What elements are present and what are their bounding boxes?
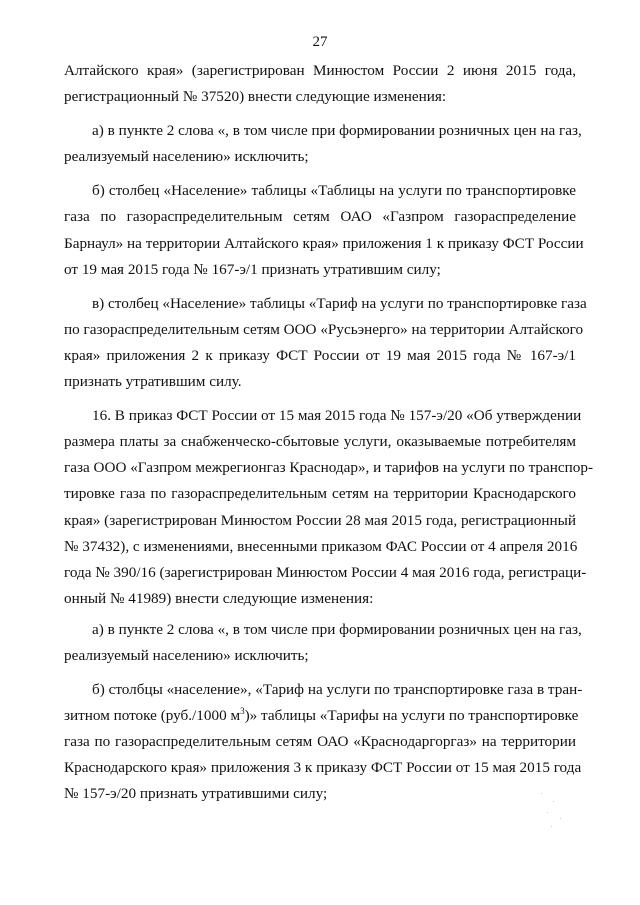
paragraph	[64, 617, 582, 669]
text-line: тировке газа по газораспределительным сетям на территории Краснодарского	[64, 485, 576, 503]
text-line: года № 390/16 (зарегистрирован Минюстом России 4 мая 2016 года, регистраци-	[64, 563, 587, 581]
text-line: Краснодарского края» приложения 3 к приказу ФСТ России от 15 мая 2015 года	[64, 759, 582, 777]
paragraph	[64, 178, 584, 282]
text-line: признать утратившим силу.	[64, 373, 242, 391]
text-line: края» приложения 2 к приказу ФСТ России от 19 мая 2015 года № 167-э/1	[64, 346, 576, 364]
document-body	[64, 58, 593, 808]
text-line: Алтайского края» (зарегистрирован Минюстом России 2 июня 2015 года,	[64, 62, 576, 79]
text-segment: зитном потоке (руб./1000 м	[64, 707, 241, 725]
text-line: размера платы за снабженческо-сбытовые услуги, оказываемые потребителям	[64, 433, 576, 451]
page-number: 27	[312, 34, 328, 50]
text-line: от 19 мая 2015 года № 167-э/1 признать утратившим силу;	[64, 260, 441, 278]
text-line: реализуемый населению» исключить;	[64, 646, 309, 664]
text-line: № 157-э/20 признать утратившими силу;	[64, 785, 328, 803]
superscript: 3	[240, 706, 245, 717]
text-line: № 37432), с изменениями, внесенными приказом ФАС России от 4 апреля 2016	[64, 537, 578, 555]
text-line: Барнаул» на территории Алтайского края» приложения 1 к приказу ФСТ России	[64, 234, 584, 252]
text-line: газа по газораспределительным сетям ОАО «Краснодаргоргаз» на территории	[64, 733, 576, 751]
text-line: а) в пункте 2 слова «, в том числе при формировании розничных цен на газ,	[92, 122, 582, 140]
scan-speck	[547, 812, 548, 813]
scan-speck	[553, 801, 554, 802]
text-line: газа по газораспределительным сетям ОАО «Газпром газораспределение	[64, 208, 576, 226]
text-segment: )» таблицы «Тарифы на услуги по транспортировке	[244, 707, 579, 725]
text-line: края» (зарегистрирован Минюстом России 28 мая 2015 года, регистрационный	[64, 511, 576, 529]
text-line: б) столбец «Население» таблицы «Таблицы на услуги по транспортировке	[92, 182, 576, 200]
scan-speck	[560, 818, 561, 819]
paragraph	[64, 677, 583, 807]
text-line: онный № 41989) внести следующие изменения:	[64, 589, 374, 607]
text-line: регистрационный № 37520) внести следующие изменения:	[64, 88, 447, 106]
text-line: а) в пункте 2 слова «, в том числе при формировании розничных цен на газ,	[92, 620, 582, 638]
scan-speck	[551, 826, 552, 827]
text-line: по газораспределительным сетям ООО «Русьэнерго» на территории Алтайского	[64, 320, 584, 338]
text-line: 16. В приказ ФСТ России от 15 мая 2015 года № 157-э/20 «Об утверждении	[92, 407, 582, 425]
paragraph	[64, 291, 587, 395]
paragraph	[64, 403, 593, 612]
text-line: в) столбец «Население» таблицы «Тариф на услуги по транспортировке газа	[92, 294, 587, 312]
text-line: газа ООО «Газпром межрегионгаз Краснодар», и тарифов на услуги по транспор-	[64, 459, 593, 477]
paragraph	[64, 58, 576, 110]
text-line: б) столбцы «население», «Тариф на услуги по транспортировке газа в тран-	[92, 681, 583, 699]
paragraph	[64, 118, 582, 170]
text-line-with-superscript	[64, 703, 579, 729]
text-line: реализуемый населению» исключить;	[64, 148, 309, 166]
scan-speck	[541, 793, 542, 794]
